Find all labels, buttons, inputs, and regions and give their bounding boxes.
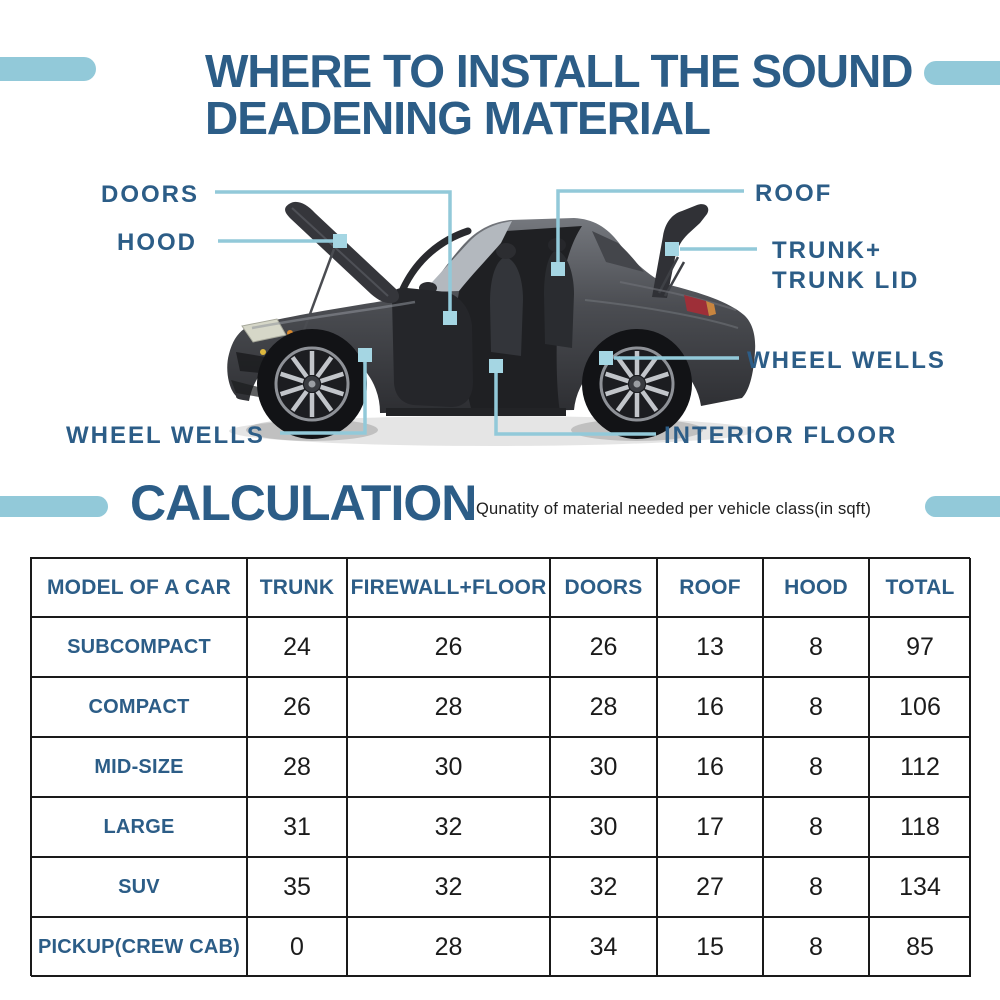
cell-value: 118 bbox=[869, 797, 971, 857]
cell-value: 26 bbox=[347, 617, 550, 677]
cell-value: 24 bbox=[247, 617, 347, 677]
label-hood: HOOD bbox=[117, 229, 197, 256]
row-model: MID-SIZE bbox=[31, 737, 247, 797]
row-model: LARGE bbox=[31, 797, 247, 857]
cell-value: 0 bbox=[247, 917, 347, 977]
interior-floor-leader-line bbox=[496, 373, 656, 434]
cell-value: 30 bbox=[347, 737, 550, 797]
cell-value: 16 bbox=[657, 677, 763, 737]
roof-marker bbox=[551, 262, 565, 276]
calculation-heading: CALCULATION bbox=[130, 475, 477, 531]
cell-value: 16 bbox=[657, 737, 763, 797]
cell-value: 30 bbox=[550, 797, 657, 857]
material-quantity-table bbox=[30, 557, 970, 976]
hood-marker bbox=[333, 234, 347, 248]
cell-value: 28 bbox=[347, 677, 550, 737]
header-firewall-floor: FIREWALL+FLOOR bbox=[347, 558, 550, 617]
label-roof: ROOF bbox=[755, 180, 833, 207]
label-interior-floor: INTERIOR FLOOR bbox=[664, 422, 898, 449]
cell-value: 8 bbox=[763, 617, 869, 677]
cell-value: 85 bbox=[869, 917, 971, 977]
cell-value: 28 bbox=[247, 737, 347, 797]
label-trunk-line2: TRUNK LID bbox=[772, 267, 920, 294]
header-model: MODEL OF A CAR bbox=[31, 558, 247, 617]
cell-value: 8 bbox=[763, 797, 869, 857]
cell-value: 13 bbox=[657, 617, 763, 677]
header-roof: ROOF bbox=[657, 558, 763, 617]
cell-value: 15 bbox=[657, 917, 763, 977]
cell-value: 32 bbox=[347, 797, 550, 857]
row-model: SUV bbox=[31, 857, 247, 917]
row-model: SUBCOMPACT bbox=[31, 617, 247, 677]
wheel-wells-right-marker bbox=[599, 351, 613, 365]
cell-value: 106 bbox=[869, 677, 971, 737]
doors-marker bbox=[443, 311, 457, 325]
cell-value: 27 bbox=[657, 857, 763, 917]
cell-value: 35 bbox=[247, 857, 347, 917]
interior-floor-marker bbox=[489, 359, 503, 373]
label-trunk bbox=[772, 236, 919, 296]
label-wheel-wells-left: WHEEL WELLS bbox=[66, 422, 265, 449]
cell-value: 31 bbox=[247, 797, 347, 857]
label-doors: DOORS bbox=[101, 181, 200, 208]
header-hood: HOOD bbox=[763, 558, 869, 617]
cell-value: 26 bbox=[247, 677, 347, 737]
cell-value: 112 bbox=[869, 737, 971, 797]
accent-bar-calc-right bbox=[925, 496, 1000, 517]
roof-leader-line bbox=[558, 191, 744, 262]
cell-value: 17 bbox=[657, 797, 763, 857]
header-trunk: TRUNK bbox=[247, 558, 347, 617]
row-model: PICKUP(CREW CAB) bbox=[31, 917, 247, 977]
page-title-line1: WHERE TO INSTALL THE SOUND bbox=[205, 45, 913, 97]
cell-value: 32 bbox=[550, 857, 657, 917]
header-doors: DOORS bbox=[550, 558, 657, 617]
cell-value: 30 bbox=[550, 737, 657, 797]
wheel-wells-left-marker bbox=[358, 348, 372, 362]
cell-value: 134 bbox=[869, 857, 971, 917]
cell-value: 8 bbox=[763, 737, 869, 797]
cell-value: 8 bbox=[763, 917, 869, 977]
cell-value: 32 bbox=[347, 857, 550, 917]
cell-value: 8 bbox=[763, 857, 869, 917]
cell-value: 97 bbox=[869, 617, 971, 677]
doors-leader-line bbox=[215, 192, 450, 311]
cell-value: 26 bbox=[550, 617, 657, 677]
label-wheel-wells-right: WHEEL WELLS bbox=[747, 347, 946, 374]
wheel-wells-left-leader-line bbox=[280, 362, 365, 433]
cell-value: 8 bbox=[763, 677, 869, 737]
cell-value: 28 bbox=[347, 917, 550, 977]
header-total: TOTAL bbox=[869, 558, 971, 617]
trunk-marker bbox=[665, 242, 679, 256]
page-title-line2: DEADENING MATERIAL bbox=[205, 92, 711, 144]
cell-value: 34 bbox=[550, 917, 657, 977]
label-trunk-line1: TRUNK+ bbox=[772, 237, 883, 264]
row-model: COMPACT bbox=[31, 677, 247, 737]
accent-bar-calc-left bbox=[0, 496, 108, 517]
cell-value: 28 bbox=[550, 677, 657, 737]
calculation-subtitle: Qunatity of material needed per vehicle class(in sqft) bbox=[476, 500, 872, 518]
